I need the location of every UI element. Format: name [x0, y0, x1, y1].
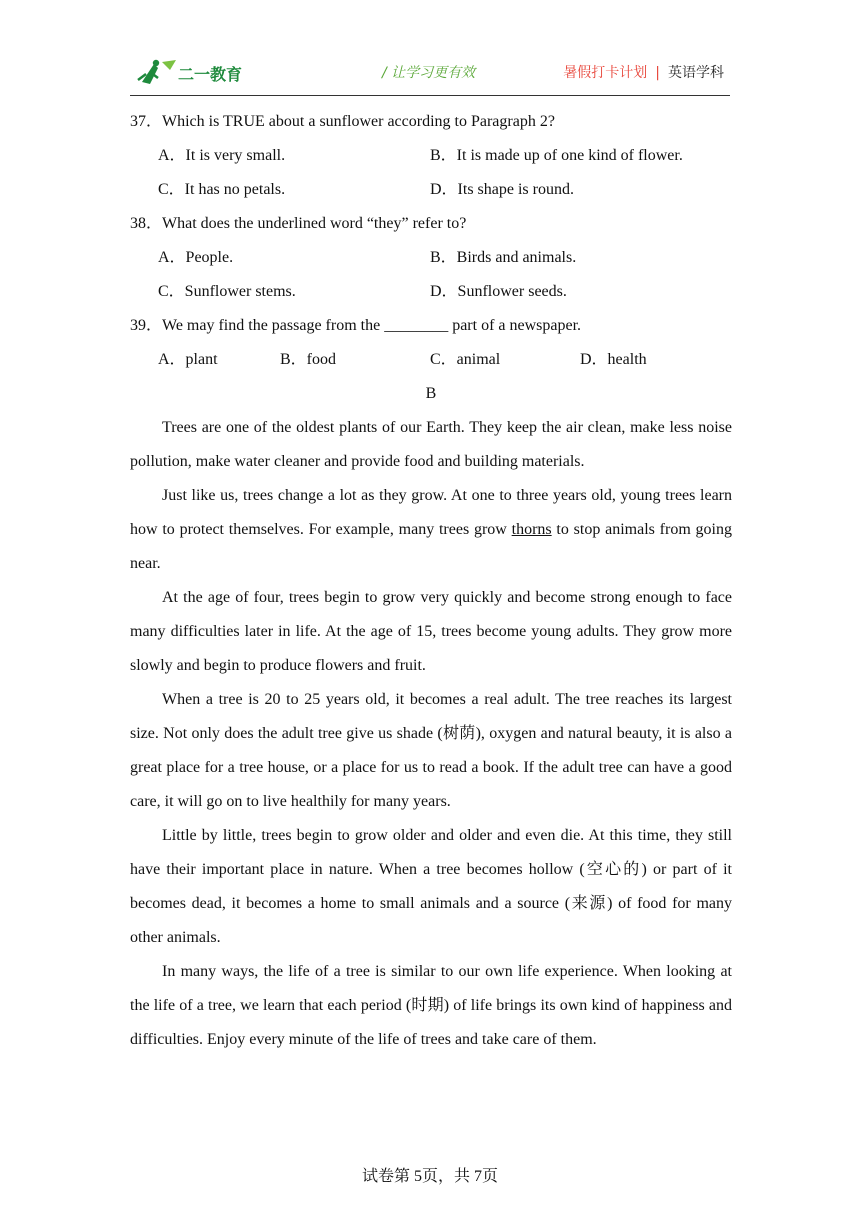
question-39-options — [130, 343, 732, 377]
option-39-d: D．health — [580, 351, 647, 368]
section-b-label: B — [425, 385, 437, 402]
paragraph-2-text-before: Just like us, trees change a lot as they grow. At one to three years old, young trees learn how to protect themselves. For example, many trees grow — [130, 487, 732, 538]
option-37-b: B．It is made up of one kind of flower. — [430, 147, 683, 164]
option-37-a: A．It is very small. — [158, 147, 286, 164]
page-number-footer: 试卷第 5页，共 7页 — [361, 1168, 498, 1185]
passage-paragraph-5: Little by little, trees begin to grow older and older and even die. At this time, they still have their important place in nature. When a tree becomes hollow (空心的) or part of it becomes dead, it becomes a home to small animals and a source (来源) of food for many other animals. — [130, 827, 732, 946]
svg-text:二一教育: 二一教育 — [178, 65, 243, 84]
slogan: / 让学习更有效 — [382, 65, 476, 81]
paragraph-2-text-after: to stop animals from going near. — [130, 521, 732, 572]
question-37-options-row-1 — [130, 139, 732, 173]
question-38-stem: 38．What does the underlined word “they” refer to? — [130, 215, 467, 232]
logo-running-figure-icon — [136, 58, 254, 88]
option-38-d: D．Sunflower seeds. — [430, 283, 567, 300]
option-38-c: C．Sunflower stems. — [158, 283, 296, 300]
option-37-c: C．It has no petals. — [158, 181, 286, 198]
option-38-b: B．Birds and animals. — [430, 249, 577, 266]
question-38-options-row-2 — [130, 275, 732, 309]
header-separator: | — [655, 65, 660, 81]
question-37-options-row-2 — [130, 173, 732, 207]
question-39-stem: 39．We may find the passage from the ________ part of a newspaper. — [130, 317, 582, 334]
option-37-d: D．Its shape is round. — [430, 181, 574, 198]
exam-content — [130, 105, 732, 1057]
header-rule — [130, 95, 730, 96]
option-39-c: C．animal — [430, 351, 501, 368]
passage-paragraph-4: When a tree is 20 to 25 years old, it becomes a real adult. The tree reaches its largest size. Not only does the adult tree give us shade (树荫), oxygen and natural beauty, it is also a great place for a tree house, or a place for us to read a book. If the adult tree can have a good care, it will go on to live healthily for many years. — [130, 691, 732, 810]
subject-label: 英语学科 — [668, 65, 724, 81]
question-38-options-row-1 — [130, 241, 732, 275]
passage-paragraph-2 — [130, 479, 732, 581]
passage-paragraph-6: In many ways, the life of a tree is similar to our own life experience. When looking at the life of a tree, we learn that each period (时期) of life brings its own kind of happiness and difficulties. Enjoy every minute of the life of trees and take care of them. — [130, 963, 732, 1048]
passage-paragraph-3: At the age of four, trees begin to grow very quickly and become strong enough to face many difficulties later in life. At the age of 15, trees become young adults. They grow more slowly and begin to produce flowers and fruit. — [130, 589, 732, 674]
underlined-word-thorns: thorns — [511, 521, 552, 538]
passage-paragraph-1: Trees are one of the oldest plants of our Earth. They keep the air clean, make less noise pollution, make water cleaner and provide food and building materials. — [130, 419, 732, 470]
option-39-b: B．food — [280, 351, 337, 368]
page-header — [130, 54, 730, 96]
option-39-a: A．plant — [158, 351, 218, 368]
option-38-a: A．People. — [158, 249, 234, 266]
summer-plan-label: 暑假打卡计划 — [563, 65, 648, 81]
header-right — [563, 62, 724, 82]
question-37-stem: 37．Which is TRUE about a sunflower according to Paragraph 2? — [130, 113, 555, 130]
